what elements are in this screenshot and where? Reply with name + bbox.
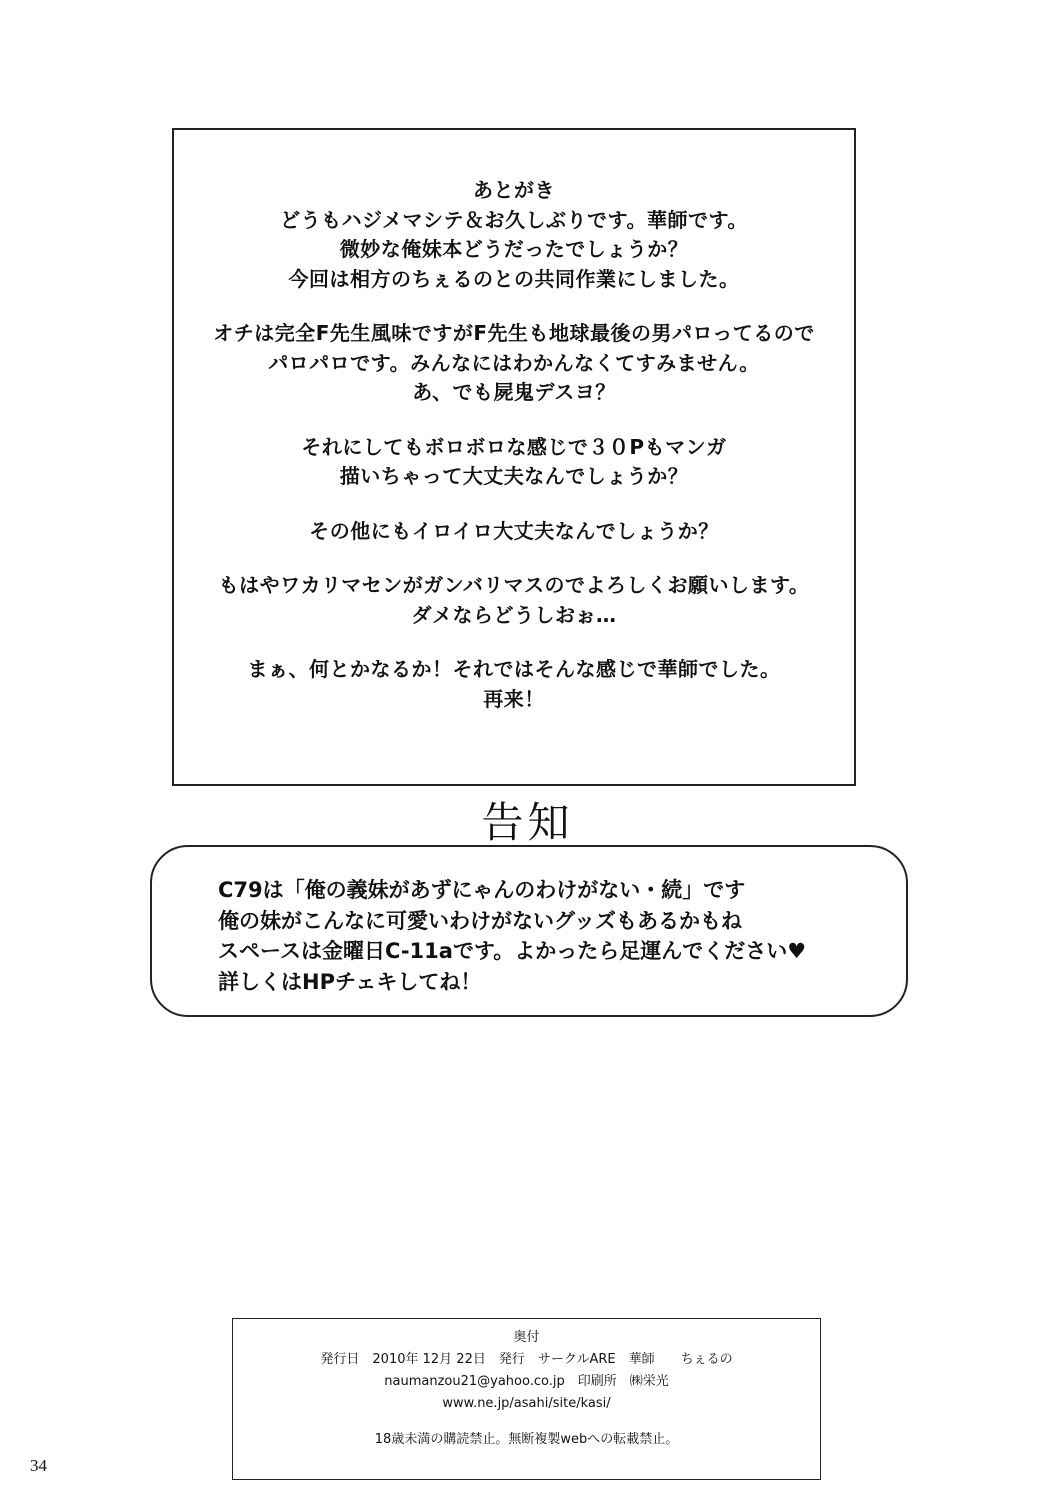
heart-icon: ♥ xyxy=(787,939,807,963)
notice-text xyxy=(218,875,806,997)
colophon-title: 奥付 xyxy=(513,1330,540,1345)
colophon-box xyxy=(232,1318,821,1480)
afterword-line: どうもハジメマシテ＆お久しぶりです。華師です。 xyxy=(280,207,748,232)
afterword-line: まぁ、何とかなるか！それではそんな感じで華師でした。 xyxy=(247,657,781,681)
afterword-paragraph xyxy=(174,433,854,492)
afterword-line: もはやワカリマセンがガンバリマスのでよろしくお願いします。 xyxy=(218,573,810,597)
colophon-publish-line: 発行日 2010年 12月 22日 発行 サークルARE 華師 ちぇるの xyxy=(320,1352,733,1367)
page-number: 34 xyxy=(30,1456,47,1475)
afterword-text xyxy=(174,176,854,739)
afterword-paragraph xyxy=(174,319,854,408)
notice-line: C79は「俺の義妹があずにゃんのわけがない・続」です xyxy=(218,878,746,902)
notice-box xyxy=(150,845,908,1017)
afterword-paragraph xyxy=(174,176,854,294)
colophon-email-line: naumanzou21@yahoo.co.jp 印刷所 ㈱栄光 xyxy=(384,1374,669,1389)
afterword-line: パロパロです。みんなにはわかんなくてすみません。 xyxy=(268,350,760,375)
notice-line: スペースは金曜日C-11aです。よかったら足運んでください xyxy=(218,939,788,963)
afterword-line: それにしてもボロボロな感じで３０Pもマンガ xyxy=(301,434,727,459)
afterword-line: 微妙な俺妹本どうだったでしょうか？ xyxy=(339,237,689,261)
colophon-url-line: www.ne.jp/asahi/site/kasi/ xyxy=(442,1396,611,1411)
afterword-paragraph xyxy=(174,571,854,630)
afterword-line: オチは完全F先生風味ですがF先生も地球最後の男パロってるので xyxy=(213,321,815,345)
afterword-box xyxy=(172,128,856,786)
colophon-warning-line: 18歳未満の購読禁止。無断複製webへの転載禁止。 xyxy=(374,1432,679,1447)
notice-line: 俺の妹がこんなに可愛いわけがないグッズもあるかもね xyxy=(218,908,742,933)
afterword-line: その他にもイロイロ大丈夫なんでしょうか？ xyxy=(309,518,719,543)
afterword-paragraph xyxy=(174,655,854,714)
afterword-paragraph xyxy=(174,517,854,547)
afterword-line: ダメならどうしおぉ… xyxy=(411,602,617,627)
afterword-title: あとがき xyxy=(473,178,555,202)
afterword-line: 描いちゃって大丈夫なんでしょうか？ xyxy=(339,464,689,488)
afterword-line: 今回は相方のちぇるのとの共同作業にしました。 xyxy=(288,266,740,291)
notice-heading: 告知 xyxy=(481,798,574,847)
afterword-line: 再来！ xyxy=(483,686,545,711)
colophon-gap xyxy=(233,1415,820,1429)
afterword-line: あ、でも屍鬼デスヨ？ xyxy=(412,380,616,404)
notice-line: 詳しくはHPチェキしてね！ xyxy=(218,969,482,994)
notice-line-with-heart xyxy=(218,936,806,967)
colophon-text xyxy=(233,1327,820,1451)
